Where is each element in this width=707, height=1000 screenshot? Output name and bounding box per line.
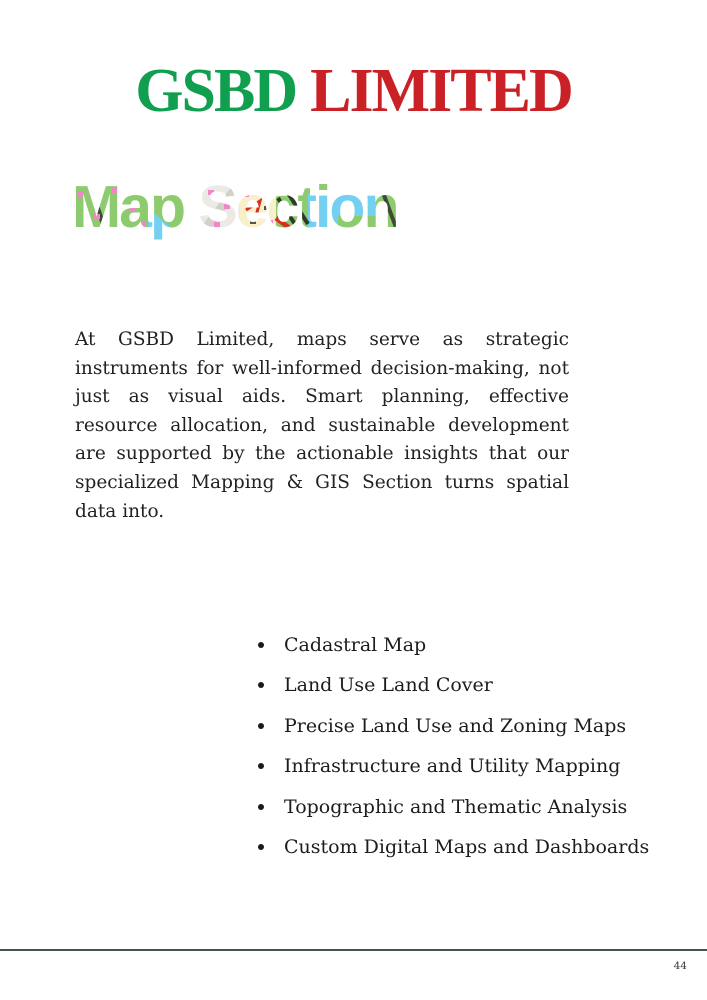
list-item (258, 834, 649, 861)
list-item-label: Land Use Land Cover (284, 674, 493, 697)
map-section-heading (72, 176, 432, 242)
list-item (258, 672, 649, 699)
logo-text-limited: LIMITED (310, 57, 572, 125)
logo-text-gsbd: GSBD (135, 57, 297, 125)
page-number: 44 (673, 960, 687, 972)
footer-divider (0, 949, 707, 951)
list-item (258, 753, 649, 780)
bullet-icon (258, 844, 264, 850)
list-item-label: Cadastral Map (284, 633, 427, 656)
bullet-icon (258, 804, 264, 810)
services-list (258, 631, 649, 875)
list-item (258, 793, 649, 820)
list-item (258, 712, 649, 739)
bullet-icon (258, 682, 264, 688)
company-logo (0, 57, 707, 125)
list-item-label: Topographic and Thematic Analysis (284, 795, 628, 818)
list-item-label: Infrastructure and Utility Mapping (284, 755, 621, 778)
list-item (258, 631, 649, 658)
bullet-icon (258, 763, 264, 769)
list-item-label: Precise Land Use and Zoning Maps (284, 714, 627, 737)
intro-paragraph: At GSBD Limited, maps serve as strategic instruments for well-informed decision-making, not just as visual aids. Smart planning, effective resource allocation, and sustainable development are supported by the actionable insights that our specialized Mapping & GIS Section turns spatial data into. (75, 329, 569, 522)
bullet-icon (258, 723, 264, 729)
bullet-icon (258, 642, 264, 648)
map-texture (72, 176, 432, 242)
list-item-label: Custom Digital Maps and Dashboards (284, 836, 650, 859)
